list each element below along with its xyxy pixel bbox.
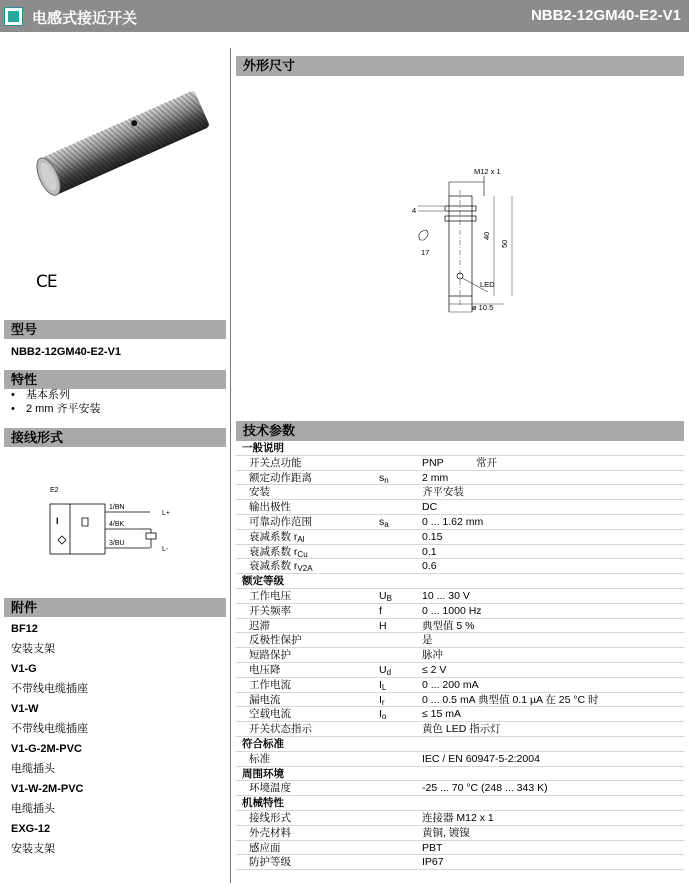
feature-item: • 基本系列 — [11, 388, 101, 402]
section-dimensions-header: 外形尺寸 — [236, 56, 684, 76]
spec-group-title: 机械特性 — [236, 796, 684, 811]
spec-label: 感应面 — [249, 841, 281, 854]
spec-value: 齐平安装 — [422, 486, 464, 499]
technical-spec-table — [236, 441, 684, 870]
spec-value: ≤ 15 mA — [422, 708, 462, 721]
spec-label: 接线形式 — [249, 811, 291, 824]
spec-row — [236, 633, 684, 648]
spec-value: 0 ... 1000 Hz — [422, 604, 482, 617]
section-type-header: 型号 — [4, 320, 226, 339]
accessory-name: V1-G-2M-PVC — [11, 743, 82, 755]
spec-label: 开关点功能 — [249, 456, 302, 469]
spec-row — [236, 781, 684, 796]
spec-symbol: $I_o$ — [379, 708, 387, 722]
accessory-item — [11, 779, 226, 819]
page-title: 电感式接近开关 — [32, 10, 138, 27]
brand-logo-icon — [4, 7, 23, 26]
accessory-desc: 安装支架 — [11, 643, 55, 655]
spec-row — [236, 811, 684, 826]
spec-label: 开关状态指示 — [249, 723, 312, 736]
section-technical-header: 技术参数 — [236, 421, 684, 441]
dim-thread: M12 x 1 — [474, 167, 501, 176]
spec-label: 工作电压 — [249, 589, 291, 602]
model-number: NBB2-12GM40-E2-V1 — [530, 7, 681, 24]
spec-value-secondary: 常开 — [476, 456, 497, 469]
plus-label: L+ — [162, 510, 170, 517]
accessory-item — [11, 699, 226, 739]
spec-value: ≤ 2 V — [422, 663, 447, 676]
spec-row — [236, 855, 684, 870]
spec-value: 0.1 — [422, 545, 437, 558]
spec-label: 安装 — [249, 486, 270, 499]
spec-label: 工作电流 — [249, 678, 291, 691]
column-divider — [230, 48, 231, 883]
spec-row — [236, 545, 684, 560]
spec-row — [236, 485, 684, 500]
dim-50: 50 — [500, 239, 509, 248]
spec-value: 0 ... 1.62 mm — [422, 515, 484, 528]
spec-value: 0 ... 0.5 mA 典型值 0.1 µA 在 25 °C 时 — [422, 693, 599, 706]
spec-row — [236, 500, 684, 515]
spec-row — [236, 752, 684, 767]
spec-row — [236, 456, 684, 471]
features-list — [11, 388, 101, 416]
spec-label: 短路保护 — [249, 649, 291, 662]
spec-row — [236, 663, 684, 678]
ce-mark: CE — [36, 272, 57, 292]
feature-item: • 2 mm 齐平安装 — [11, 402, 101, 416]
spec-symbol: $s_n$ — [379, 471, 389, 485]
spec-group-title: 额定等级 — [236, 574, 684, 589]
accessory-name: EXG-12 — [11, 823, 51, 835]
spec-label: 衰减系数 $r_{Cu}$ — [249, 545, 308, 559]
accessories-list — [11, 619, 226, 859]
pin3-label: 3/BU — [109, 540, 125, 547]
accessory-desc: 电缆插头 — [11, 803, 55, 815]
accessory-name: V1-W-2M-PVC — [11, 783, 84, 795]
header-bar — [0, 0, 689, 32]
spec-value: IEC / EN 60947-5-2:2004 — [422, 752, 540, 765]
spec-symbol: $I_L$ — [379, 678, 387, 692]
spec-value: 黄色 LED 指示灯 — [422, 723, 501, 736]
spec-label: 开关频率 — [249, 604, 291, 617]
dim-led: LED — [480, 280, 495, 289]
spec-label: 防护等级 — [249, 856, 291, 869]
accessory-desc: 安装支架 — [11, 843, 55, 855]
pin4-label: 4/BK — [109, 521, 125, 528]
type-value: NBB2-12GM40-E2-V1 — [11, 346, 122, 358]
spec-row — [236, 589, 684, 604]
spec-value: 黄铜, 镀镍 — [422, 826, 470, 839]
spec-row — [236, 678, 684, 693]
spec-value: PNP — [422, 456, 444, 469]
spec-label: 漏电流 — [249, 693, 281, 706]
spec-group-title: 周围环境 — [236, 767, 684, 782]
spec-row — [236, 530, 684, 545]
dim-40: 40 — [482, 231, 491, 240]
wiring-code: E2 — [50, 487, 59, 494]
pin1-label: 1/BN — [109, 504, 125, 511]
spec-symbol: $I_r$ — [379, 693, 385, 707]
accessory-desc: 不带线电缆插座 — [11, 723, 88, 735]
dim-diameter: ø 10.5 — [472, 303, 494, 312]
spec-label: 迟滞 — [249, 619, 270, 632]
spec-group-title: 符合标准 — [236, 737, 684, 752]
spec-value: 脉冲 — [422, 649, 443, 662]
section-wiring-header: 接线形式 — [4, 428, 226, 447]
spec-group-title: 一般说明 — [236, 441, 684, 456]
spec-label: 空载电流 — [249, 708, 291, 721]
spec-label: 反极性保护 — [249, 634, 302, 647]
spec-value: 连接器 M12 x 1 — [422, 811, 494, 824]
accessory-item — [11, 819, 226, 859]
spec-row — [236, 471, 684, 486]
spec-row — [236, 619, 684, 634]
spec-row — [236, 515, 684, 530]
spec-row — [236, 722, 684, 737]
spec-symbol: $U_B$ — [379, 589, 392, 603]
accessory-item — [11, 619, 226, 659]
wiring-diagram — [40, 480, 190, 560]
spec-value: 0.6 — [422, 560, 437, 573]
accessory-desc: 电缆插头 — [11, 763, 55, 775]
minus-label: L- — [162, 546, 169, 553]
spec-row — [236, 604, 684, 619]
spec-value: 典型值 5 % — [422, 619, 475, 632]
spec-value: 2 mm — [422, 471, 449, 484]
spec-label: 额定动作距离 — [249, 471, 312, 484]
spec-row — [236, 693, 684, 708]
spec-symbol: f — [379, 604, 382, 617]
spec-row — [236, 826, 684, 841]
spec-label: 电压降 — [249, 663, 281, 676]
spec-label: 环境温度 — [249, 782, 291, 795]
accessory-desc: 不带线电缆插座 — [11, 683, 88, 695]
dim-4: 4 — [412, 206, 417, 215]
accessory-name: BF12 — [11, 623, 38, 635]
block-label: I — [56, 516, 59, 526]
dim-17: 17 — [421, 248, 430, 257]
spec-label: 标准 — [249, 752, 270, 765]
spec-row — [236, 707, 684, 722]
spec-value: 0 ... 200 mA — [422, 678, 479, 691]
spec-symbol: H — [379, 619, 387, 632]
spec-symbol: $U_d$ — [379, 663, 392, 677]
spec-value: PBT — [422, 841, 443, 854]
spec-value: IP67 — [422, 856, 444, 869]
spec-row — [236, 648, 684, 663]
spec-row — [236, 559, 684, 574]
spec-label: 衰减系数 $r_{V2A}$ — [249, 560, 313, 574]
section-features-header: 特性 — [4, 370, 226, 389]
section-accessories-header: 附件 — [4, 598, 226, 617]
spec-symbol: $s_a$ — [379, 515, 389, 529]
accessory-item — [11, 659, 226, 699]
spec-label: 衰减系数 $r_{Al}$ — [249, 530, 305, 544]
spec-value: -25 ... 70 °C (248 ... 343 K) — [422, 782, 548, 795]
spec-label: 外壳材料 — [249, 826, 291, 839]
accessory-name: V1-G — [11, 663, 37, 675]
accessory-item — [11, 739, 226, 779]
spec-label: 可靠动作范围 — [249, 515, 312, 528]
product-photo — [22, 80, 217, 210]
spec-value: 0.15 — [422, 530, 443, 543]
spec-value: 10 ... 30 V — [422, 589, 470, 602]
spec-value: DC — [422, 501, 438, 514]
spec-label: 输出极性 — [249, 501, 291, 514]
accessory-name: V1-W — [11, 703, 39, 715]
spec-row — [236, 841, 684, 856]
spec-value: 是 — [422, 634, 433, 647]
dimension-drawing — [236, 80, 684, 420]
